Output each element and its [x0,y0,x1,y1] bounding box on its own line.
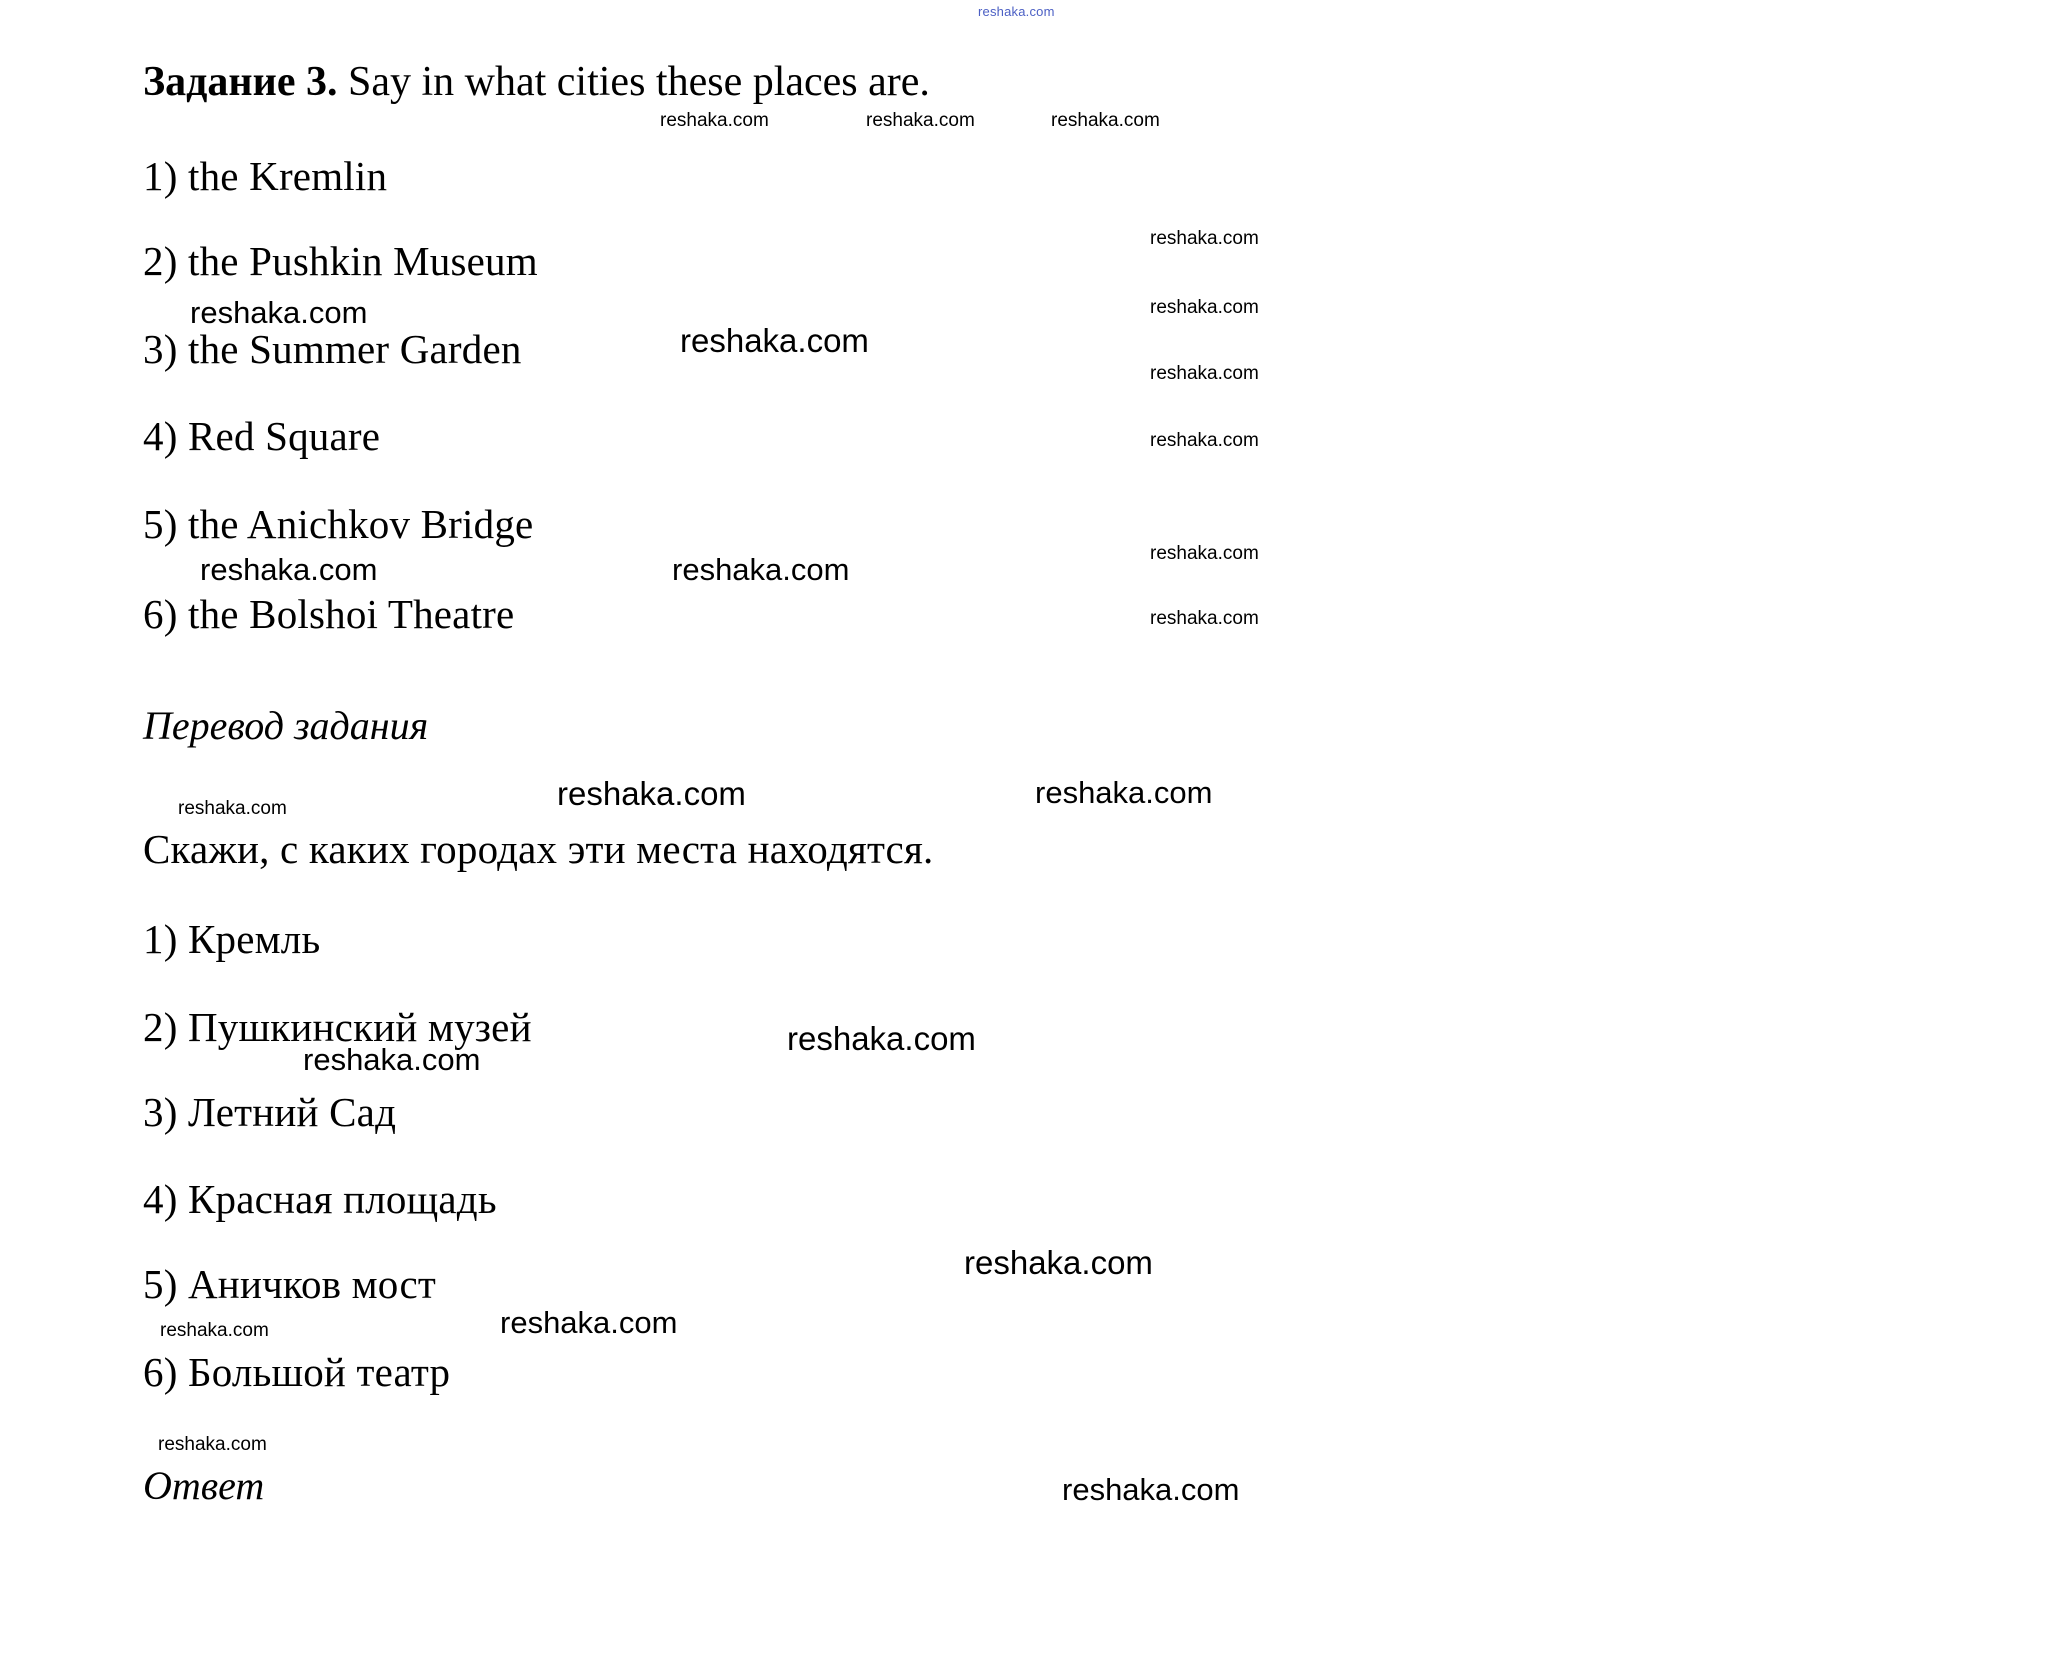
list-item: 6) the Bolshoi Theatre [143,591,515,637]
list-item: 4) Красная площадь [143,1176,497,1222]
watermark: reshaka.com [1150,228,1259,249]
watermark: reshaka.com [1150,297,1259,318]
task-number: Задание 3. [143,59,338,105]
watermark: reshaka.com [200,552,378,587]
watermark: reshaka.com [1150,543,1259,564]
watermark: reshaka.com [500,1305,678,1340]
list-item: 4) Red Square [143,413,381,459]
list-item: 1) Кремль [143,916,321,962]
watermark: reshaka.com [1051,110,1160,131]
watermark: reshaka.com [1150,430,1259,451]
list-item: 6) Большой театр [143,1349,451,1395]
watermark: reshaka.com [1062,1472,1240,1507]
list-item: 2) Пушкинский музей [143,1004,532,1050]
translation-heading: Перевод задания [143,703,429,748]
watermark: reshaka.com [160,1320,269,1341]
watermark: reshaka.com [303,1042,481,1077]
answer-heading: Ответ [143,1463,265,1508]
watermark: reshaka.com [557,775,746,812]
watermark: reshaka.com [964,1244,1153,1281]
watermark: reshaka.com [178,798,287,819]
watermark: reshaka.com [1035,775,1213,810]
watermark: reshaka.com [672,552,850,587]
list-item: 5) the Anichkov Bridge [143,501,534,547]
watermark: reshaka.com [787,1020,976,1057]
watermark: reshaka.com [680,322,869,359]
watermark: reshaka.com [1150,608,1259,629]
watermark: reshaka.com [866,110,975,131]
list-item: 3) the Summer Garden [143,326,522,372]
task-instruction: Say in what cities these places are. [347,59,930,105]
watermark: reshaka.com [190,295,368,330]
watermark: reshaka.com [1150,363,1259,384]
list-item: 3) Летний Сад [143,1089,397,1135]
task-title [143,58,930,106]
list-item: 2) the Pushkin Museum [143,238,538,284]
list-item: 1) the Kremlin [143,153,388,199]
watermark: reshaka.com [158,1434,267,1455]
list-item: 5) Аничков мост [143,1261,437,1307]
watermark: reshaka.com [660,110,769,131]
watermark-top: reshaka.com [978,4,1055,19]
translation-instruction: Скажи, с каких городах эти места находятся. [143,826,934,872]
